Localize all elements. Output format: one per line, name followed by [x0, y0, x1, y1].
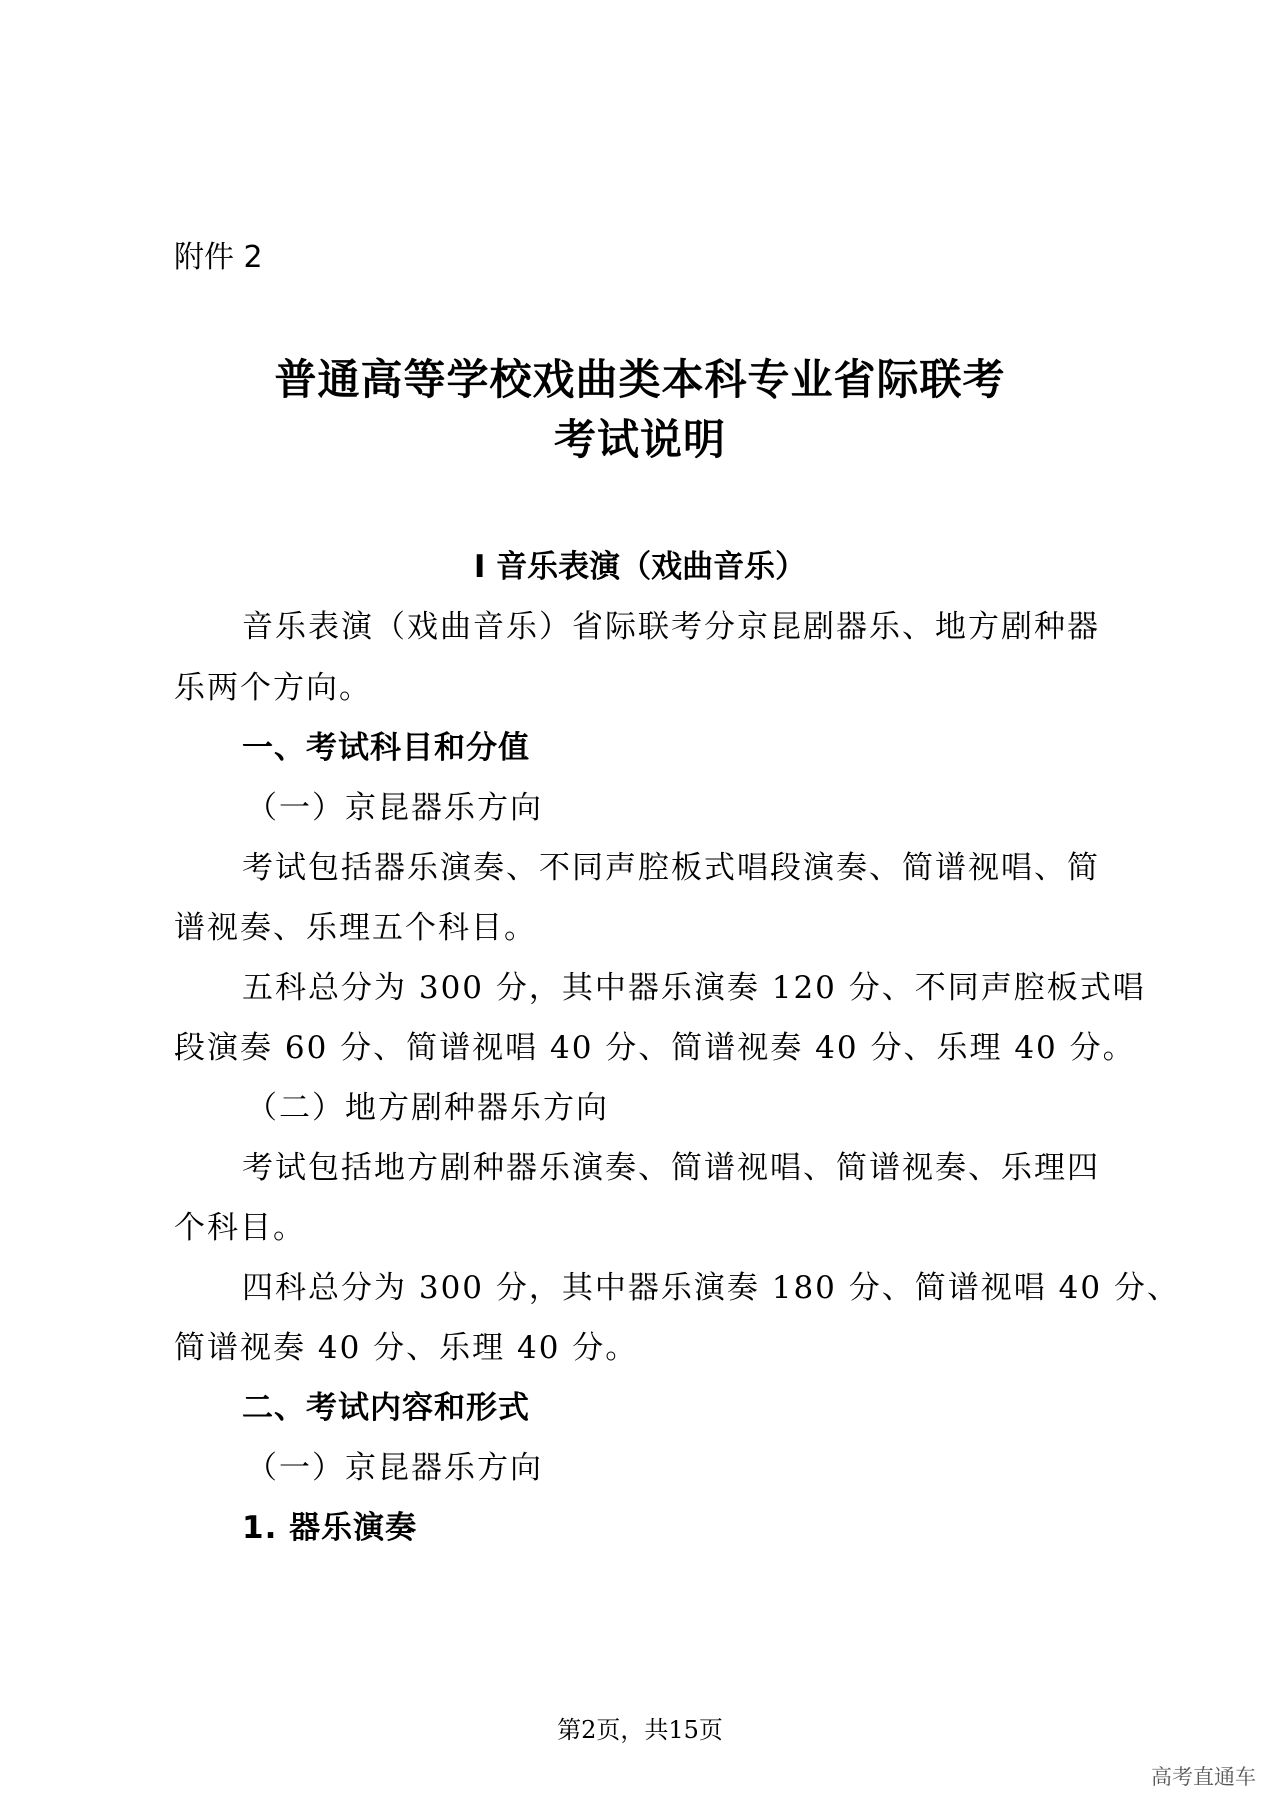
document-title-line-1: 普通高等学校戏曲类本科专业省际联考	[274, 355, 1006, 404]
paragraph-2-line-2: 段演奏 60 分、简谱视唱 40 分、简谱视奏 40 分、乐理 40 分。	[174, 1030, 1136, 1066]
paragraph-4-line-1: 四科总分为 300 分，其中器乐演奏 180 分、简谱视唱 40 分、	[242, 1270, 1180, 1306]
paragraph-2-line-1: 五科总分为 300 分，其中器乐演奏 120 分、不同声腔板式唱	[242, 970, 1146, 1006]
intro-line-1: 音乐表演（戏曲音乐）省际联考分京昆剧器乐、地方剧种器	[242, 609, 1100, 645]
paragraph-3-line-2: 个科目。	[174, 1210, 306, 1246]
subheading-jingkun-2: （一）京昆器乐方向	[246, 1450, 543, 1486]
subheading-local-opera: （二）地方剧种器乐方向	[246, 1090, 609, 1126]
paragraph-1-line-2: 谱视奏、乐理五个科目。	[174, 910, 537, 946]
watermark-text: 高考直通车	[1151, 1765, 1256, 1789]
paragraph-1-line-1: 考试包括器乐演奏、不同声腔板式唱段演奏、简谱视唱、简	[242, 850, 1100, 886]
paragraph-3-line-1: 考试包括地方剧种器乐演奏、简谱视唱、简谱视奏、乐理四	[242, 1150, 1100, 1186]
heading-exam-content: 二、考试内容和形式	[242, 1390, 530, 1426]
heading-exam-subjects: 一、考试科目和分值	[242, 730, 530, 766]
document-title-line-2: 考试说明	[553, 415, 726, 464]
intro-line-2: 乐两个方向。	[174, 670, 372, 706]
page-number-footer: 第2页，共15页	[557, 1716, 723, 1744]
subheading-jingkun-1: （一）京昆器乐方向	[246, 790, 543, 826]
section-title: I 音乐表演（戏曲音乐）	[473, 549, 807, 585]
item-instrumental-performance: 1. 器乐演奏	[242, 1510, 418, 1546]
attachment-label: 附件 2	[174, 240, 263, 275]
paragraph-4-line-2: 简谱视奏 40 分、乐理 40 分。	[174, 1330, 639, 1366]
